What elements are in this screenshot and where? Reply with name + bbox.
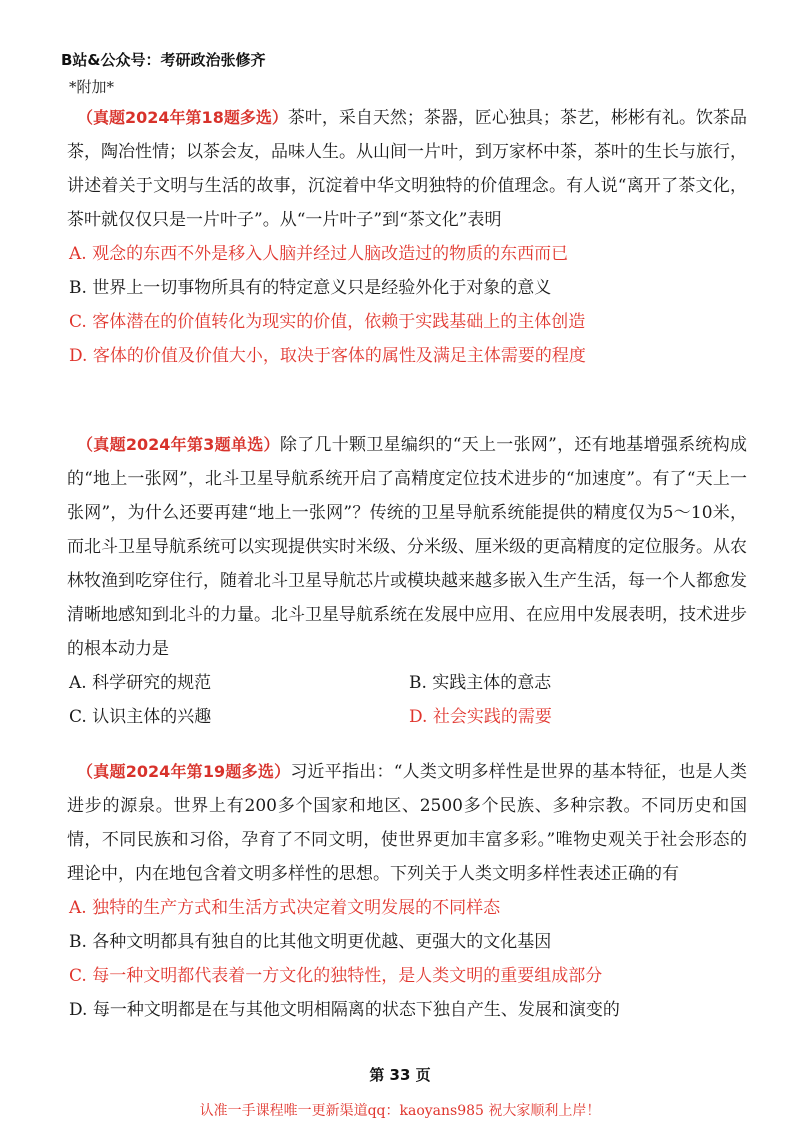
option-row: [67, 700, 747, 734]
option-b: B. 世界上一切事物所具有的特定意义只是经验外化于对象的意义: [69, 278, 552, 298]
question-source: （真题2024年第19题多选）: [77, 762, 291, 781]
channel-header: B站&公众号：考研政治张修齐: [61, 51, 266, 69]
question-stem: （真题2024年第19题多选）习近平指出：“人类文明多样性是世界的基本特征，也是人类进步的源泉。世界上有200多个国家和地区、2500多个民族、多种宗教。不同历史和国情，不同民族和习俗，孕育了不同文明，使世界更加丰富多彩。”唯物史观关于社会形态的理论中，内在地包含着文明多样性的思想。下列关于人类文明多样性表述正确的有: [67, 762, 747, 884]
option-b: B. 实践主体的意志: [409, 673, 552, 693]
question-block: [67, 428, 747, 734]
question-source: （真题2024年第3题单选）: [77, 435, 280, 454]
page-number: 第 33 页: [369, 1066, 431, 1084]
option-a: A. 观念的东西不外是移入人脑并经过人脑改造过的物质的东西而已: [69, 244, 569, 264]
question-block: [67, 101, 747, 373]
question-stem: （真题2024年第18题多选）茶叶，采自天然；茶器，匠心独具；茶艺，彬彬有礼。饮茶品茶，陶冶性情；以茶会友，品味人生。从山间一片叶，到万家杯中茶，茶叶的生长与旅行，讲述着关于文明与生活的故事，沉淀着中华文明独特的价值理念。有人说“离开了茶文化，茶叶就仅仅只是一片叶子”。从“一片叶子”到“茶文化”表明: [67, 108, 747, 230]
question-stem: （真题2024年第3题单选）除了几十颗卫星编织的“天上一张网”，还有地基增强系统构成的“地上一张网”，北斗卫星导航系统开启了高精度定位技术进步的“加速度”。有了“天上一张网”，为什么还要再建“地上一张网”？传统的卫星导航系统能提供的精度仅为5～10米，而北斗卫星导航系统可以实现提供实时米级、分米级、厘米级的更高精度的定位服务。从农林牧渔到吃穿住行，随着北斗卫星导航芯片或模块越来越多嵌入生产生活，每一个人都愈发清晰地感知到北斗的力量。北斗卫星导航系统在发展中应用、在应用中发展表明，技术进步的根本动力是: [67, 435, 747, 659]
option-d: D. 每一种文明都是在与其他文明相隔离的状态下独自产生、发展和演变的: [69, 1000, 620, 1020]
question-source: （真题2024年第18题多选）: [77, 108, 288, 127]
option-row: [67, 666, 747, 700]
appendix-tag: *附加*: [69, 78, 115, 96]
option-b: B. 各种文明都具有独自的比其他文明更优越、更强大的文化基因: [69, 932, 552, 952]
footer-notice: 认准一手课程唯一更新渠道qq：kaoyans985 祝大家顺利上岸！: [199, 1103, 601, 1119]
option-c: C. 客体潜在的价值转化为现实的价值，依赖于实践基础上的主体创造: [69, 312, 586, 332]
question-block: [67, 755, 747, 1027]
option-c: C. 认识主体的兴趣: [69, 707, 212, 727]
option-a: A. 独特的生产方式和生活方式决定着文明发展的不同样态: [69, 898, 501, 918]
option-d: D. 客体的价值及价值大小，取决于客体的属性及满足主体需要的程度: [69, 346, 586, 366]
option-a: A. 科学研究的规范: [69, 673, 212, 693]
option-d: D. 社会实践的需要: [409, 707, 552, 727]
option-c: C. 每一种文明都代表着一方文化的独特性，是人类文明的重要组成部分: [69, 966, 603, 986]
